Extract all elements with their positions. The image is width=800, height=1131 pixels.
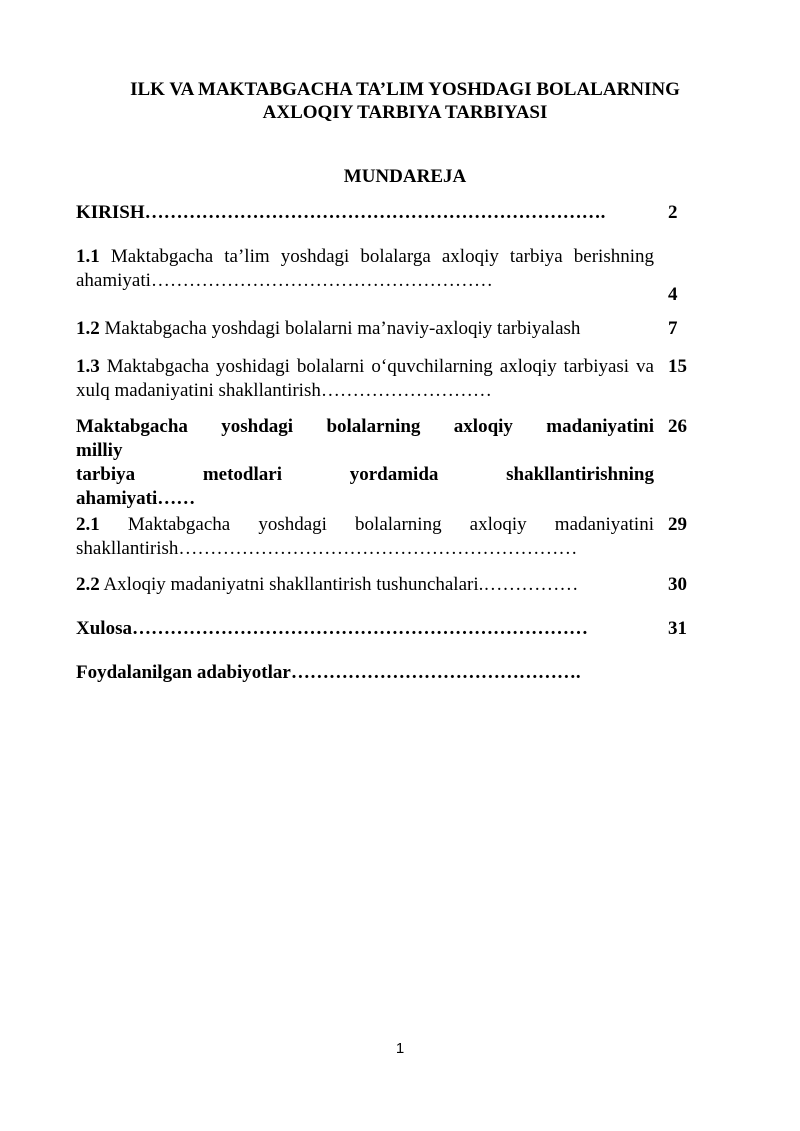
toc-entry-label: Maktabgacha yoshdagi bolalarni ma’naviy-axloqiy tarbiyalash: [99, 318, 581, 339]
toc-entry-2-1[interactable]: [76, 513, 654, 561]
document-title-line-2: AXLOQIY TARBIYA TARBIYASI: [262, 102, 548, 123]
toc-page-kirish: 2: [668, 202, 678, 223]
chapter-heading-line-2: milliy: [76, 440, 123, 461]
toc-entry-label: Maktabgacha ta’lim yoshdagi bolalarga axloqiy tarbiya berishning ahamiyati………………………………………………: [76, 246, 654, 291]
toc-entry-label: Maktabgacha yoshdagi bolalarning axloqiy madaniyatini shakllantirish………………………………………………………: [76, 514, 654, 559]
chapter-heading-line-1: Maktabgacha yoshdagi bolalarning axloqiy madaniyatini: [76, 416, 654, 437]
toc-entry-chapter-2[interactable]: [76, 415, 654, 511]
toc-entry-label: Maktabgacha yoshidagi bolalarni o‘quvchilarning axloqiy tarbiyasi va xulq madaniyatini shakllantirish………………………: [76, 356, 654, 401]
toc-entry-kirish[interactable]: KIRISH……………………………………………………………….: [76, 202, 606, 223]
toc-page-1-2: 7: [668, 318, 678, 339]
toc-entry-xulosa[interactable]: Xulosa………………………………………………………………: [76, 618, 588, 639]
toc-entry-2-2[interactable]: [76, 573, 654, 597]
toc-entry-label: Axloqiy madaniyatni shakllantirish tushunchalari.……………: [99, 574, 579, 595]
toc-heading: MUNDAREJA: [343, 166, 467, 187]
toc-page-1-1: 4: [668, 284, 678, 305]
toc-entry-1-2[interactable]: [76, 317, 654, 341]
toc-entry-1-1[interactable]: [76, 245, 654, 293]
toc-page-2-2: 30: [668, 574, 687, 595]
toc-entry-number: 1.2: [76, 318, 100, 339]
toc-page-1-3: 15: [668, 356, 687, 377]
chapter-heading-line-4: ahamiyati……: [76, 488, 196, 509]
toc-entry-number: 1.3: [76, 356, 100, 377]
page-number: 1: [395, 1040, 405, 1057]
toc-entry-number: 1.1: [76, 246, 100, 267]
toc-page-2-1: 29: [668, 514, 687, 535]
toc-page-chapter-2: 26: [668, 416, 687, 437]
toc-entry-1-3[interactable]: [76, 355, 654, 403]
toc-entry-number: 2.2: [76, 574, 100, 595]
toc-entry-adabiyotlar[interactable]: Foydalanilgan adabiyotlar……………………………………….: [76, 662, 581, 683]
document-title-line-1: ILK VA MAKTABGACHA TA’LIM YOSHDAGI BOLALARNING: [130, 79, 680, 100]
toc-page-xulosa: 31: [668, 618, 687, 639]
toc-entry-number: 2.1: [76, 514, 100, 535]
chapter-heading-line-3: tarbiya metodlari yordamida shakllantirishning: [76, 464, 654, 485]
